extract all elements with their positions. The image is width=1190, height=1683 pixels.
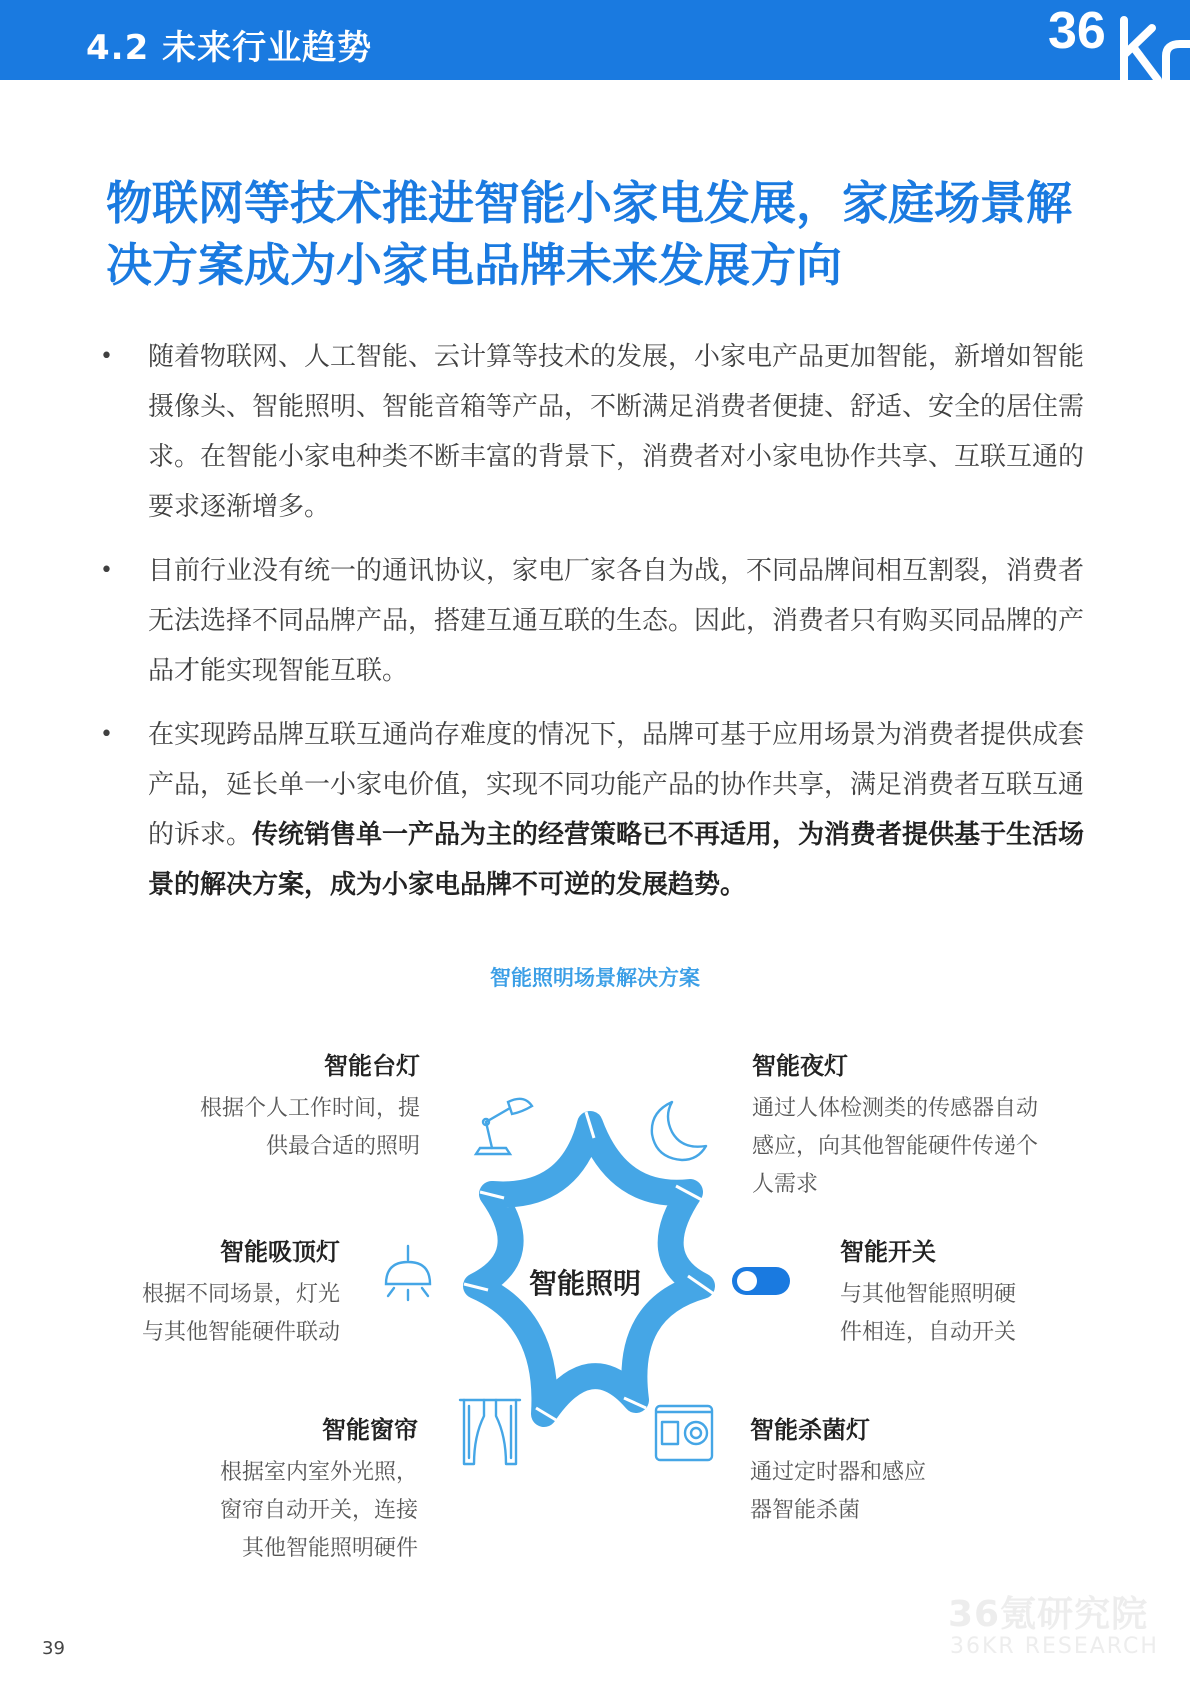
desc-line: 与其他智能照明硬	[840, 1282, 1017, 1307]
desc-line: 器智能杀菌	[750, 1498, 861, 1523]
desc-line: 其他智能照明硬件	[241, 1536, 418, 1561]
header-bar	[0, 0, 1190, 80]
item-title-desk-lamp: 智能台灯	[324, 1052, 420, 1080]
diagram-title: 智能照明场景解决方案	[490, 966, 700, 990]
item-title-ceiling-light: 智能吸顶灯	[220, 1238, 340, 1266]
toggle-switch-icon	[730, 1264, 792, 1298]
page-headline: 物联网等技术推进智能小家电发展，家庭场景解决方案成为小家电品牌未来发展方向	[106, 176, 1072, 292]
bullet-dot: •	[100, 722, 113, 747]
bullet-dot: •	[100, 344, 113, 369]
bullet-item	[100, 710, 1090, 910]
section-title: 4.2 未来行业趋势	[86, 28, 373, 68]
desc-line: 通过定时器和感应	[750, 1460, 927, 1485]
desc-line: 通过人体检测类的传感器自动	[752, 1096, 1039, 1121]
item-desc-switch	[840, 1276, 1080, 1352]
desc-line: 根据不同场景，灯光	[141, 1282, 340, 1307]
moon-icon	[644, 1098, 710, 1164]
bullet-text: 目前行业没有统一的通讯协议，家电厂家各自为战，不同品牌间相互割裂，消费者无法选择不同品牌产品，搭建互通互联的生态。因此，消费者只有购买同品牌的产品才能实现智能互联。	[148, 556, 1085, 686]
item-title-curtain: 智能窗帘	[322, 1416, 418, 1444]
item-title-uv-lamp: 智能杀菌灯	[750, 1416, 870, 1444]
bullet-emphasis: 传统销售单一产品为主的经营策略已不再适用，为消费者提供基于生活场景的解决方案，成为小家电品牌不可逆的发展趋势。	[148, 820, 1085, 900]
36kr-logo	[1040, 0, 1190, 80]
diagram-center-label: 智能照明	[528, 1267, 641, 1300]
item-desc-curtain	[158, 1454, 418, 1568]
desc-line: 窗帘自动开关，连接	[219, 1498, 418, 1523]
watermark-en: 36KR RESEARCH	[950, 1634, 1159, 1659]
item-desc-uv-lamp	[750, 1454, 990, 1530]
desk-lamp-icon	[466, 1094, 538, 1158]
page-number: 39	[42, 1638, 65, 1659]
bullet-text: 随着物联网、人工智能、云计算等技术的发展，小家电产品更加智能，新增如智能摄像头、智能照明、智能音箱等产品，不断满足消费者便捷、舒适、安全的居住需求。在智能小家电种类不断丰富的背景下，消费者对小家电协作共享、互联互通的要求逐渐增多。	[148, 342, 1085, 522]
curtain-icon	[458, 1396, 522, 1468]
desc-line: 人需求	[752, 1172, 819, 1197]
bullet-list	[100, 332, 1090, 924]
item-desc-ceiling-light	[100, 1276, 340, 1352]
bullet-dot: •	[100, 558, 113, 583]
watermark-cn: 36氪研究院	[948, 1594, 1149, 1635]
bullet-item	[100, 546, 1090, 696]
item-title-switch: 智能开关	[840, 1238, 936, 1266]
item-desc-desk-lamp	[140, 1090, 420, 1166]
desc-line: 与其他智能硬件联动	[141, 1320, 340, 1345]
ceiling-light-icon	[378, 1244, 438, 1314]
svg-text:36: 36	[1048, 2, 1106, 60]
uv-lamp-icon	[652, 1398, 716, 1464]
item-title-night-light: 智能夜灯	[752, 1052, 848, 1080]
desc-line: 感应，向其他智能硬件传递个	[752, 1134, 1039, 1159]
desc-line: 根据室内室外光照，	[219, 1460, 418, 1485]
bullet-text: 在实现跨品牌互联互通尚存难度的情况下，品牌可基于应用场景为消费者提供成套产品，延长单一小家电价值，实现不同功能产品的协作共享，满足消费者互联互通的诉求。	[148, 720, 1085, 850]
desc-line: 件相连，自动开关	[840, 1320, 1017, 1345]
desc-line: 根据个人工作时间，提	[199, 1096, 420, 1121]
item-desc-night-light	[752, 1090, 1072, 1204]
bullet-item	[100, 332, 1090, 532]
desc-line: 供最合适的照明	[265, 1134, 420, 1159]
